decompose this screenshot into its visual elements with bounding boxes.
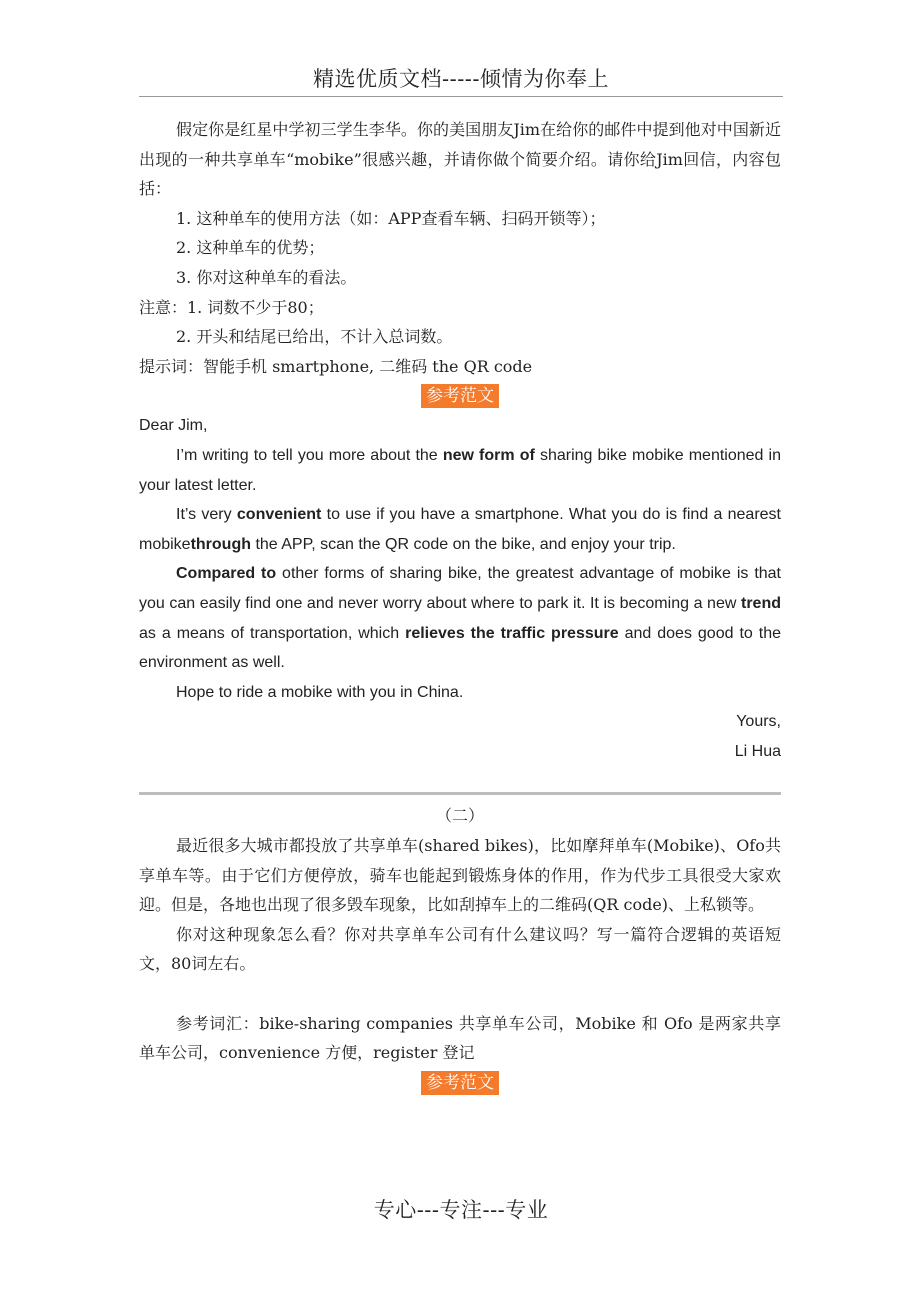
- task-one: [139, 115, 781, 1098]
- reference-vocabulary: 参考词汇：bike-sharing companies 共享单车公司，Mobike 和 Ofo 是两家共享单车公司，convenience 方便，register 登记: [139, 1013, 781, 1063]
- task-item-2: 2. 这种单车的优势；: [176, 238, 325, 258]
- sample-essay-tag: 参考范文: [421, 384, 499, 408]
- section-number: （二）: [435, 806, 484, 826]
- task-note-2: 2. 开头和结尾已给出，不计入总词数。: [176, 327, 453, 347]
- task-two-paragraph-1: 最近很多大城市都投放了共享单车(shared bikes)，比如摩拜单车(Mobike)、Ofo共享单车等。由于它们方便停放，骑车也能起到锻炼身体的作用，作为代步工具很受大家欢迎。但是，各地也出现了很多毁车现象，比如刮掉车上的二维码(QR code)、上私锁等。: [139, 836, 781, 915]
- letter-paragraph-4: Hope to ride a mobike with you in China.: [176, 683, 464, 701]
- letter-closing: Yours,: [736, 713, 781, 731]
- key-phrase: trend: [741, 594, 781, 612]
- task-note-1: 注意：1. 词数不少于80；: [139, 297, 324, 317]
- task-item-3: 3. 你对这种单车的看法。: [176, 267, 357, 287]
- page-header: 精选优质文档-----倾情为你奉上: [139, 62, 783, 97]
- task-hint: 提示词：智能手机 smartphone, 二维码 the QR code: [139, 356, 533, 376]
- page-footer: 专心---专注---专业: [373, 1198, 549, 1222]
- task-item-1: 1. 这种单车的使用方法（如：APP查看车辆、扫码开锁等）；: [176, 208, 606, 228]
- letter-greeting: Dear Jim,: [139, 417, 208, 435]
- key-phrase: through: [190, 535, 251, 553]
- sample-letter: [139, 411, 781, 766]
- key-phrase: new form of: [442, 446, 535, 464]
- letter-paragraph-3: Compared to other forms of sharing bike, the greatest advantage of mobike is that you can easily find one and never worry about where to park it. It is becoming a new trend as a means of transportation, which relieves the traffic pressure and does good to the environment as well.: [139, 565, 782, 672]
- key-phrase: Compared to: [176, 565, 277, 583]
- section-divider: [139, 792, 781, 795]
- task-prompt: 假定你是红星中学初三学生李华。你的美国朋友Jim在给你的邮件中提到他对中国新近出现的一种共享单车“mobike”很感兴趣，并请你做个简要介绍。请你给Jim回信，内容包括：: [139, 120, 781, 199]
- key-phrase: convenient: [236, 506, 322, 524]
- letter-signature: Li Hua: [734, 742, 781, 760]
- letter-paragraph-2: It’s very convenient to use if you have a smartphone. What you do is find a nearest mobikethrough the APP, scan the QR code on the bike, and enjoy your trip.: [139, 506, 781, 553]
- task-two-paragraph-2: 你对这种现象怎么看？你对共享单车公司有什么建议吗？写一篇符合逻辑的英语短文，80词左右。: [139, 924, 781, 974]
- sample-essay-tag-2: 参考范文: [421, 1071, 499, 1095]
- letter-paragraph-1: I’m writing to tell you more about the new form of sharing bike mobike mentioned in your latest letter.: [139, 446, 782, 494]
- key-phrase: relieves the traffic pressure: [405, 624, 619, 642]
